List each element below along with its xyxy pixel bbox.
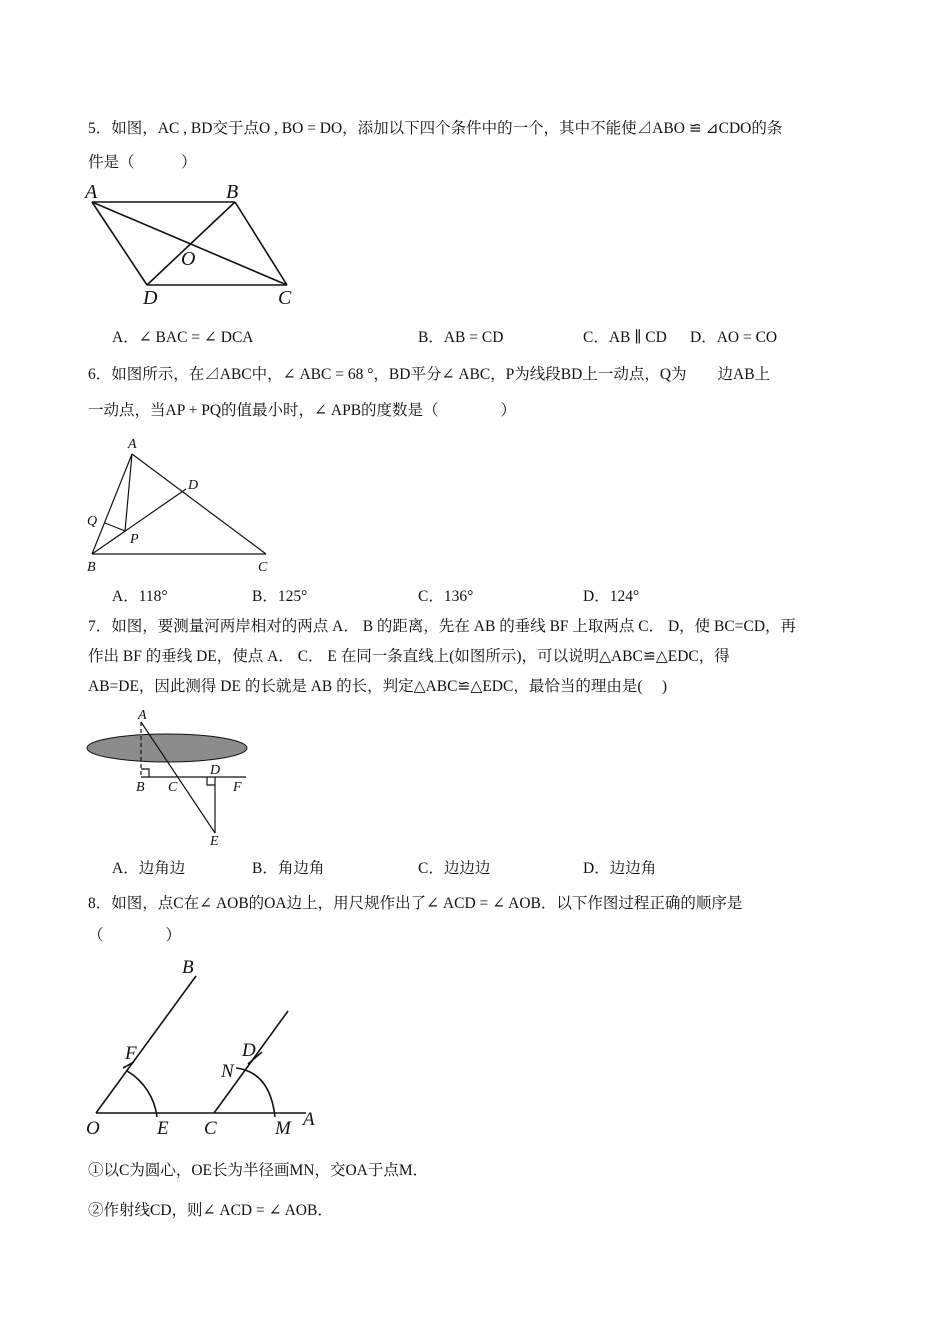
q8-label-M: M xyxy=(275,1118,291,1139)
q7-figure xyxy=(84,704,264,849)
q7-label-C: C xyxy=(168,780,178,795)
q7-stem-line2: 作出 BF 的垂线 DE，使点 A． C． E 在同一条直线上(如图所示)，可以说明△ABC≌△EDC，得 xyxy=(88,648,730,665)
q7-label-F: F xyxy=(233,780,242,795)
q5-label-A: A xyxy=(85,181,98,203)
q6-label-P: P xyxy=(130,532,139,547)
q6-stem-line2: 一动点，当AP + PQ的值最小时，∠ APB的度数是（ ） xyxy=(88,402,517,419)
q8-label-N: N xyxy=(221,1061,234,1082)
q6-stem-line1: 6．如图所示，在⊿ABC中，∠ ABC = 68 °，BD平分∠ ABC，P为线段BD上一动点，Q为 边AB上 xyxy=(88,366,771,383)
q8-step-1: ①以C为圆心，OE长为半径画MN，交OA于点M． xyxy=(88,1162,429,1179)
q7-option-b: B．角边角 xyxy=(252,860,325,877)
q6-option-a: A．118° xyxy=(112,588,168,605)
q8-figure xyxy=(84,954,324,1144)
q7-label-E: E xyxy=(210,834,219,849)
q6-label-D: D xyxy=(188,478,199,493)
q5-stem-line1: 5．如图，AC , BD交于点O , BO = DO，添加以下四个条件中的一个，其中不能使⊿ABO ≌ ⊿CDO的条 xyxy=(88,120,783,137)
q8-step-2: ②作射线CD，则∠ ACD = ∠ AOB． xyxy=(88,1202,333,1219)
q8-label-C: C xyxy=(204,1118,217,1139)
q8-label-D: D xyxy=(242,1040,256,1061)
q6-option-b: B．125° xyxy=(252,588,308,605)
q7-stem-line3: AB=DE，因此测得 DE 的长就是 AB 的长，判定△ABC≌△EDC，最恰当的理由是( ) xyxy=(88,678,668,695)
q5-figure xyxy=(85,180,315,310)
q5-label-C: C xyxy=(278,287,292,309)
q7-label-D: D xyxy=(210,763,221,778)
q7-label-B: B xyxy=(136,780,145,795)
q7-option-c: C．边边边 xyxy=(418,860,491,877)
q6-label-B: B xyxy=(87,560,96,575)
q8-label-E: E xyxy=(157,1118,169,1139)
q6-label-Q: Q xyxy=(87,514,98,529)
q5-option-d: D．AO = CO xyxy=(690,329,778,346)
q5-label-B: B xyxy=(226,181,239,203)
q7-stem-line1: 7．如图，要测量河两岸相对的两点 A． B 的距离，先在 AB 的垂线 BF 上取两点 C． D，使 BC=CD，再 xyxy=(88,618,797,635)
q7-label-A: A xyxy=(138,708,147,723)
q5-stem-line2: 件是（ ） xyxy=(88,154,197,171)
q8-stem-line2: （ ） xyxy=(88,927,182,944)
q7-river xyxy=(87,734,247,762)
q6-option-d: D．124° xyxy=(583,588,640,605)
q6-option-c: C．136° xyxy=(418,588,474,605)
q7-option-a: A．边角边 xyxy=(112,860,186,877)
q5-option-c: C．AB ∥ CD xyxy=(583,329,667,346)
q7-option-d: D．边边角 xyxy=(583,860,657,877)
q6-label-C: C xyxy=(258,560,268,575)
q5-option-a: A．∠ BAC = ∠ DCA xyxy=(112,329,254,346)
q8-label-A: A xyxy=(303,1109,315,1130)
q5-label-D: D xyxy=(143,287,158,309)
q8-label-B: B xyxy=(182,957,194,978)
q6-label-A: A xyxy=(128,437,137,452)
q8-label-F: F xyxy=(125,1043,137,1064)
q6-figure xyxy=(84,434,284,574)
q8-label-O: O xyxy=(86,1118,100,1139)
q5-option-b: B．AB = CD xyxy=(418,329,504,346)
q8-stem-line1: 8．如图，点C在∠ AOB的OA边上，用尺规作出了∠ ACD = ∠ AOB．以下作图过程正确的顺序是 xyxy=(88,895,743,912)
q5-label-O: O xyxy=(181,248,196,270)
